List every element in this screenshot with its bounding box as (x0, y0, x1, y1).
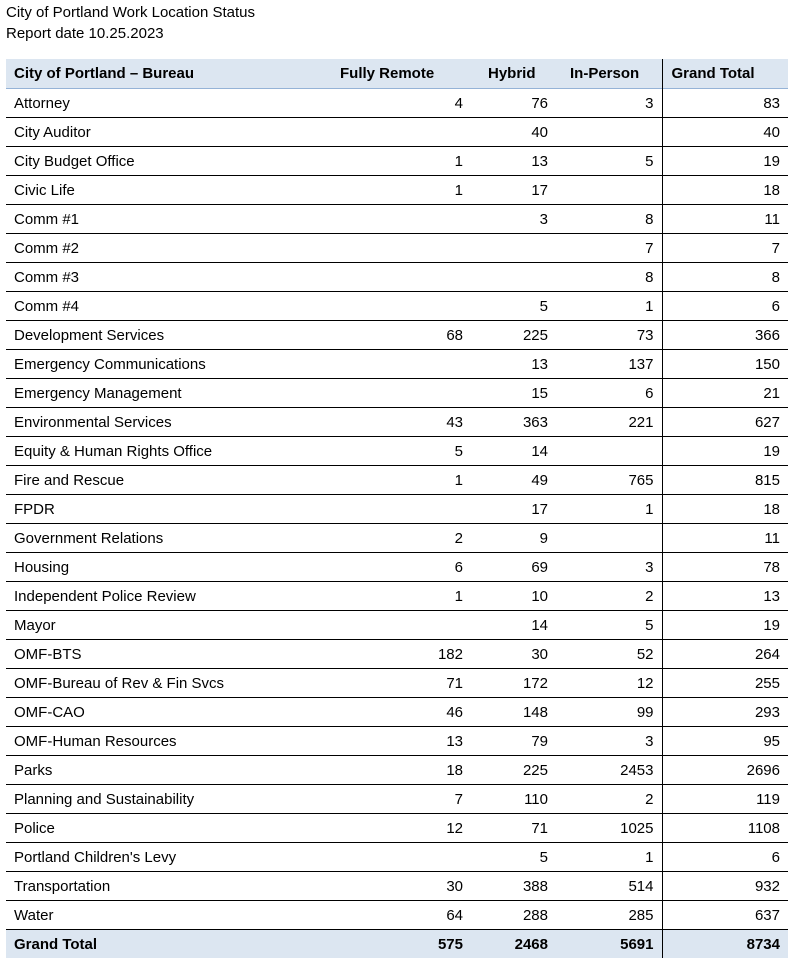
in-person-cell: 3 (645, 94, 654, 112)
in-person-cell: 3 (645, 558, 654, 576)
bureau-cell: City Budget Office (14, 152, 135, 170)
fully-remote-cell: 6 (454, 558, 463, 576)
bureau-cell: Comm #2 (14, 239, 80, 257)
fully-remote-cell: 182 (437, 645, 463, 663)
table-row (6, 466, 788, 495)
grand-total-cell: 11 (662, 524, 788, 553)
fully-remote-cell (306, 611, 471, 640)
in-person-cell (556, 118, 662, 147)
in-person-cell: 1 (645, 500, 654, 518)
table-row (6, 582, 788, 611)
bureau-cell: Equity & Human Rights Office (14, 442, 213, 460)
table-row (6, 495, 788, 524)
in-person-cell: 285 (628, 906, 654, 924)
table-row (6, 611, 788, 640)
grand-total-cell: 264 (662, 640, 788, 669)
hybrid-cell: 148 (522, 703, 548, 721)
fully-remote-cell: 1 (454, 471, 463, 489)
grand-total-cell: 1108 (662, 814, 788, 843)
bureau-cell: OMF-CAO (14, 703, 85, 721)
fully-remote-cell (306, 843, 471, 872)
bureau-cell: City Auditor (14, 123, 91, 141)
in-person-cell: 137 (628, 355, 654, 373)
table-row (6, 698, 788, 727)
grand-total-cell: 19 (662, 611, 788, 640)
table-row (6, 408, 788, 437)
grand-total-cell: 366 (662, 321, 788, 350)
grand-total-cell: 6 (662, 292, 788, 321)
hybrid-cell: 110 (524, 790, 548, 808)
in-person-cell: 8 (645, 268, 654, 286)
fully-remote-cell: 7 (454, 790, 463, 808)
bureau-cell: Comm #1 (14, 210, 80, 228)
grand-total-cell: 78 (662, 553, 788, 582)
fully-remote-cell: 30 (446, 877, 463, 895)
report-date: Report date 10.25.2023 (6, 25, 164, 42)
in-person-cell: 8 (645, 210, 654, 228)
in-person-cell (556, 437, 662, 466)
table-container (6, 59, 788, 958)
grand-total-cell: 627 (662, 408, 788, 437)
grand-total-cell: 7 (662, 234, 788, 263)
hybrid-cell: 17 (531, 181, 548, 199)
column-header-in-person: In-Person (570, 65, 640, 82)
bureau-cell: Planning and Sustainability (14, 790, 195, 808)
grand-total-cell: 8 (662, 263, 788, 292)
column-header-hybrid: Hybrid (488, 65, 536, 82)
fully-remote-cell: 5 (454, 442, 463, 460)
fully-remote-cell: 12 (446, 819, 463, 837)
grand-total-cell: 119 (662, 785, 788, 814)
in-person-cell (556, 524, 662, 553)
grand-total-cell: 2696 (662, 756, 788, 785)
hybrid-cell: 40 (531, 123, 548, 141)
bureau-cell: Government Relations (14, 529, 164, 547)
grand-total-cell: 293 (662, 698, 788, 727)
grand-total-fully-remote: 575 (437, 935, 463, 953)
bureau-cell: Comm #3 (14, 268, 80, 286)
hybrid-cell: 69 (531, 558, 548, 576)
fully-remote-cell (306, 263, 471, 292)
table-row (6, 524, 788, 553)
fully-remote-cell: 4 (454, 94, 463, 112)
fully-remote-cell: 46 (446, 703, 463, 721)
table-row (6, 350, 788, 379)
report-header (6, 2, 255, 44)
bureau-cell: Emergency Management (14, 384, 182, 402)
hybrid-cell: 49 (531, 471, 548, 489)
in-person-cell: 1025 (620, 819, 654, 837)
table-row (6, 263, 788, 292)
bureau-cell: Independent Police Review (14, 587, 196, 605)
table-row (6, 872, 788, 901)
in-person-cell: 52 (636, 645, 654, 663)
grand-total-cell: 18 (662, 176, 788, 205)
hybrid-cell: 225 (522, 326, 548, 344)
bureau-cell: Attorney (14, 94, 70, 112)
bureau-cell: Mayor (14, 616, 56, 634)
hybrid-cell: 5 (539, 297, 548, 315)
grand-total-cell: 19 (662, 147, 788, 176)
report-title: City of Portland Work Location Status (6, 4, 256, 21)
bureau-cell: OMF-BTS (14, 645, 82, 663)
bureau-cell: Water (14, 906, 54, 924)
bureau-cell: Housing (14, 558, 70, 576)
header-row (6, 59, 788, 89)
bureau-cell: OMF-Bureau of Rev & Fin Svcs (14, 674, 225, 692)
table-row (6, 553, 788, 582)
hybrid-cell (471, 234, 556, 263)
grand-total-cell: 18 (662, 495, 788, 524)
hybrid-cell: 288 (522, 906, 548, 924)
grand-total-cell: 150 (662, 350, 788, 379)
in-person-cell: 2453 (620, 761, 654, 779)
in-person-cell: 2 (645, 587, 654, 605)
hybrid-cell: 15 (531, 384, 548, 402)
column-header-bureau: City of Portland – Bureau (14, 65, 195, 82)
grand-total-cell: 19 (662, 437, 788, 466)
grand-total-cell: 95 (662, 727, 788, 756)
hybrid-cell: 14 (531, 616, 548, 634)
grand-total-cell: 40 (662, 118, 788, 147)
hybrid-cell: 13 (531, 152, 548, 170)
table-row (6, 292, 788, 321)
in-person-cell: 514 (628, 877, 654, 895)
fully-remote-cell (306, 350, 471, 379)
grand-total-in-person: 5691 (620, 935, 654, 953)
bureau-cell: Portland Children's Levy (14, 848, 177, 866)
fully-remote-cell: 71 (446, 674, 463, 692)
fully-remote-cell: 1 (454, 587, 463, 605)
hybrid-cell: 225 (522, 761, 548, 779)
in-person-cell: 7 (645, 239, 654, 257)
fully-remote-cell (306, 379, 471, 408)
grand-total-row (6, 930, 788, 959)
hybrid-cell: 388 (522, 877, 548, 895)
table-row (6, 118, 788, 147)
fully-remote-cell: 18 (446, 761, 463, 779)
grand-total-hybrid: 2468 (514, 935, 548, 953)
table-row (6, 785, 788, 814)
hybrid-cell: 10 (531, 587, 548, 605)
table-row (6, 321, 788, 350)
table-row (6, 843, 788, 872)
grand-total-cell: 932 (662, 872, 788, 901)
hybrid-cell: 71 (531, 819, 548, 837)
grand-total-label: Grand Total (14, 935, 98, 953)
bureau-cell: Environmental Services (14, 413, 172, 431)
fully-remote-cell (306, 234, 471, 263)
bureau-cell: Emergency Communications (14, 355, 206, 373)
hybrid-cell: 30 (531, 645, 548, 663)
table-row (6, 437, 788, 466)
hybrid-cell: 9 (539, 529, 548, 547)
hybrid-cell: 76 (531, 94, 548, 112)
fully-remote-cell: 1 (454, 152, 463, 170)
in-person-cell: 1 (645, 848, 654, 866)
fully-remote-cell (306, 495, 471, 524)
grand-total-cell: 21 (662, 379, 788, 408)
grand-total-cell: 815 (662, 466, 788, 495)
hybrid-cell: 5 (539, 848, 548, 866)
table-row (6, 89, 788, 118)
hybrid-cell: 3 (539, 210, 548, 228)
grand-total-cell: 11 (662, 205, 788, 234)
hybrid-cell: 14 (531, 442, 548, 460)
in-person-cell: 5 (645, 152, 654, 170)
hybrid-cell: 79 (531, 732, 548, 750)
bureau-cell: Fire and Rescue (14, 471, 125, 489)
table-row (6, 147, 788, 176)
in-person-cell: 73 (636, 326, 654, 344)
fully-remote-cell (306, 205, 471, 234)
column-header-grand-total: Grand Total (662, 59, 788, 89)
fully-remote-cell: 1 (454, 181, 463, 199)
in-person-cell: 1 (645, 297, 654, 315)
fully-remote-cell: 2 (454, 529, 463, 547)
in-person-cell: 6 (645, 384, 654, 402)
fully-remote-cell (306, 118, 471, 147)
fully-remote-cell: 64 (446, 906, 463, 924)
table-row (6, 640, 788, 669)
table-row (6, 234, 788, 263)
in-person-cell: 3 (645, 732, 654, 750)
table-row (6, 176, 788, 205)
table-row (6, 814, 788, 843)
table-row (6, 901, 788, 930)
table-row (6, 756, 788, 785)
fully-remote-cell (306, 292, 471, 321)
bureau-cell: Police (14, 819, 55, 837)
table-body (6, 89, 788, 930)
grand-total-cell: 255 (662, 669, 788, 698)
bureau-cell: OMF-Human Resources (14, 732, 177, 750)
in-person-cell: 765 (628, 471, 654, 489)
hybrid-cell: 17 (531, 500, 548, 518)
fully-remote-cell: 13 (446, 732, 463, 750)
table-row (6, 669, 788, 698)
column-header-fully-remote: Fully Remote (340, 65, 435, 82)
hybrid-cell: 172 (522, 674, 548, 692)
in-person-cell (556, 176, 662, 205)
fully-remote-cell: 68 (446, 326, 463, 344)
hybrid-cell: 13 (531, 355, 548, 373)
bureau-cell: Transportation (14, 877, 111, 895)
hybrid-cell (471, 263, 556, 292)
bureau-cell: Development Services (14, 326, 165, 344)
hybrid-cell: 363 (522, 413, 548, 431)
grand-total-cell: 83 (662, 89, 788, 118)
table-row (6, 379, 788, 408)
table-row (6, 727, 788, 756)
in-person-cell: 5 (645, 616, 654, 634)
bureau-cell: Civic Life (14, 181, 75, 199)
grand-total-cell: 6 (662, 843, 788, 872)
in-person-cell: 221 (628, 413, 654, 431)
bureau-cell: Comm #4 (14, 297, 80, 315)
in-person-cell: 12 (636, 674, 654, 692)
work-location-table (6, 59, 788, 958)
in-person-cell: 99 (636, 703, 654, 721)
bureau-cell: Parks (14, 761, 53, 779)
fully-remote-cell: 43 (446, 413, 463, 431)
in-person-cell: 2 (645, 790, 654, 808)
grand-total-cell: 637 (662, 901, 788, 930)
grand-total-grand-total: 8734 (662, 930, 788, 959)
bureau-cell: FPDR (14, 500, 55, 518)
table-row (6, 205, 788, 234)
grand-total-cell: 13 (662, 582, 788, 611)
